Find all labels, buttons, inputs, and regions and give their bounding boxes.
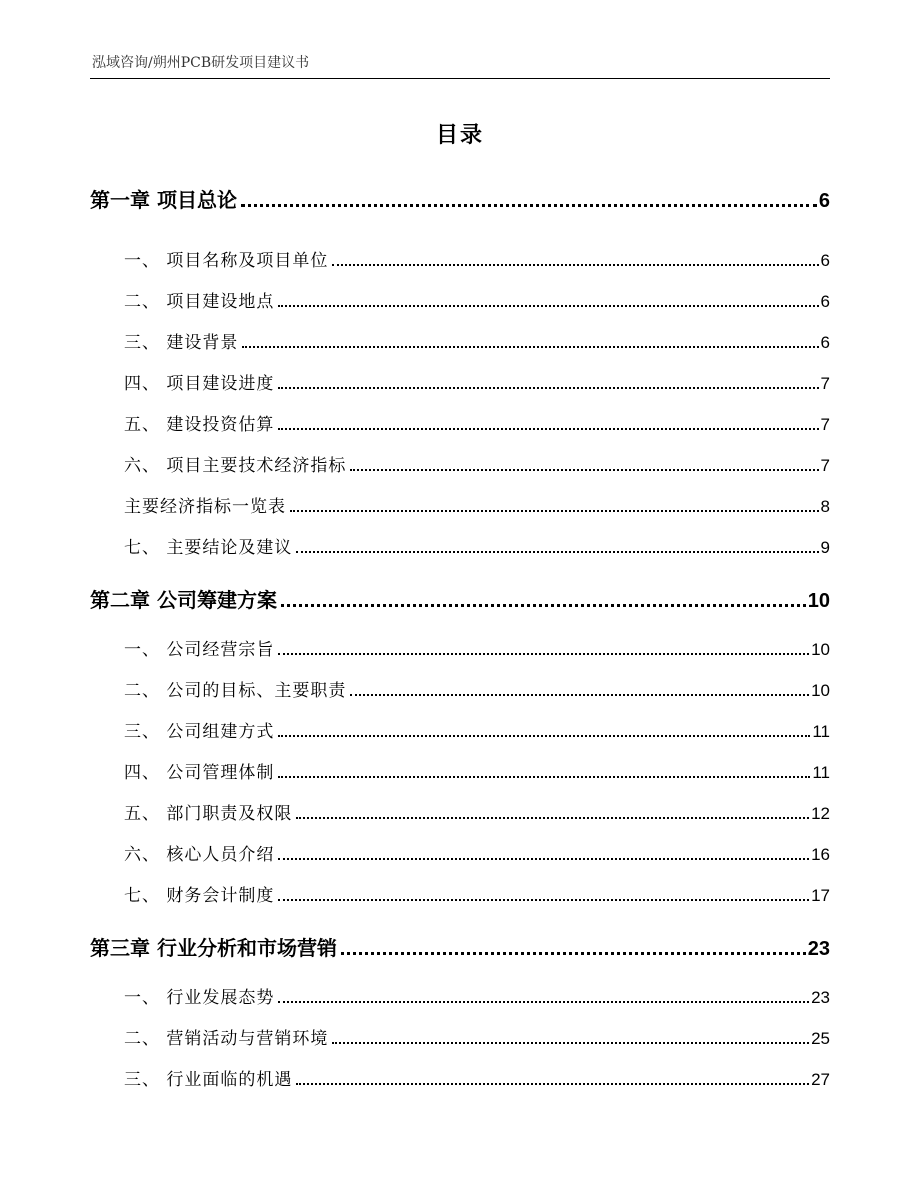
toc-page-number: 7 bbox=[820, 374, 830, 393]
toc-dot-leader bbox=[278, 899, 809, 901]
toc-section-entry[interactable] bbox=[90, 676, 830, 701]
toc-page-number: 6 bbox=[820, 333, 830, 352]
toc-section-entry[interactable] bbox=[90, 881, 830, 906]
toc-entry-label: 五、 部门职责及权限 bbox=[124, 804, 293, 824]
toc-page-number: 23 bbox=[811, 988, 830, 1007]
toc-dot-leader bbox=[278, 305, 818, 307]
toc-entry-label: 四、 公司管理体制 bbox=[124, 763, 275, 783]
toc-page-number: 12 bbox=[811, 804, 830, 823]
toc-entry-label: 七、 财务会计制度 bbox=[124, 886, 275, 906]
toc-section-entry[interactable] bbox=[90, 328, 830, 353]
toc-page-number: 7 bbox=[820, 456, 830, 475]
toc-dot-leader bbox=[332, 264, 818, 266]
toc-section-entry[interactable] bbox=[90, 410, 830, 435]
toc-page-number: 6 bbox=[820, 251, 830, 270]
toc-dot-leader bbox=[290, 510, 819, 512]
toc-section-entry[interactable] bbox=[90, 287, 830, 312]
toc-page-number: 17 bbox=[811, 886, 830, 905]
toc-entry-label: 二、 项目建设地点 bbox=[124, 292, 275, 312]
toc-entry-label: 三、 公司组建方式 bbox=[124, 722, 275, 742]
toc-dot-leader bbox=[241, 204, 817, 207]
toc-section-entry[interactable] bbox=[90, 983, 830, 1008]
toc-entry-label: 第一章 项目总论 bbox=[90, 188, 237, 212]
toc-entry-label: 四、 项目建设进度 bbox=[124, 374, 275, 394]
toc-page-number: 10 bbox=[811, 681, 830, 700]
toc-section-entry[interactable] bbox=[90, 717, 830, 742]
toc-page-number: 9 bbox=[820, 538, 830, 557]
toc-page-number: 8 bbox=[820, 497, 830, 516]
toc-page-number: 6 bbox=[820, 292, 830, 311]
toc-section-entry[interactable] bbox=[90, 451, 830, 476]
toc-section-entry[interactable] bbox=[90, 369, 830, 394]
toc-section-entry[interactable] bbox=[90, 635, 830, 660]
toc-entry-label: 一、 项目名称及项目单位 bbox=[124, 251, 329, 271]
toc-entry-label: 第二章 公司筹建方案 bbox=[90, 588, 277, 612]
toc-page-number: 7 bbox=[820, 415, 830, 434]
toc-dot-leader bbox=[296, 817, 809, 819]
toc-entry-label: 二、 公司的目标、主要职责 bbox=[124, 681, 347, 701]
toc-dot-leader bbox=[278, 776, 810, 778]
toc-section-entry[interactable] bbox=[90, 1024, 830, 1049]
toc-section-entry[interactable] bbox=[90, 799, 830, 824]
toc-chapter-entry[interactable] bbox=[90, 584, 830, 613]
toc-entry-label: 六、 项目主要技术经济指标 bbox=[124, 456, 347, 476]
toc-page-number: 11 bbox=[812, 763, 830, 782]
toc-dot-leader bbox=[278, 735, 810, 737]
toc-chapter-entry[interactable] bbox=[90, 932, 830, 961]
toc-entry-label: 第三章 行业分析和市场营销 bbox=[90, 936, 337, 960]
toc-dot-leader bbox=[341, 952, 806, 955]
toc-dot-leader bbox=[332, 1042, 809, 1044]
toc-section-entry[interactable] bbox=[90, 758, 830, 783]
toc-page-number: 11 bbox=[812, 722, 830, 741]
toc-entry-label: 七、 主要结论及建议 bbox=[124, 538, 293, 558]
toc-entry-label: 五、 建设投资估算 bbox=[124, 415, 275, 435]
toc-dot-leader bbox=[278, 653, 809, 655]
toc-page-number: 10 bbox=[807, 590, 830, 612]
toc-dot-leader bbox=[281, 604, 806, 607]
toc-section-entry[interactable] bbox=[90, 1065, 830, 1090]
toc-entry-label: 三、 行业面临的机遇 bbox=[124, 1070, 293, 1090]
toc-page-number: 10 bbox=[811, 640, 830, 659]
toc-entry-label: 三、 建设背景 bbox=[124, 333, 239, 353]
toc-dot-leader bbox=[278, 858, 809, 860]
toc-section-entry[interactable] bbox=[90, 492, 830, 517]
toc-page-number: 6 bbox=[818, 190, 830, 212]
toc-dot-leader bbox=[242, 346, 818, 348]
toc-dot-leader bbox=[350, 694, 809, 696]
toc-page-number: 25 bbox=[811, 1029, 830, 1048]
toc-dot-leader bbox=[350, 469, 818, 471]
header-rule bbox=[90, 78, 830, 79]
toc-dot-leader bbox=[278, 428, 818, 430]
page-title: 目录 bbox=[435, 123, 484, 148]
toc-dot-leader bbox=[278, 387, 818, 389]
toc-chapter-entry[interactable] bbox=[90, 184, 830, 213]
toc-page-number: 16 bbox=[811, 845, 830, 864]
toc-entry-label: 二、 营销活动与营销环境 bbox=[124, 1029, 329, 1049]
toc-dot-leader bbox=[296, 1083, 809, 1085]
toc-section-entry[interactable] bbox=[90, 533, 830, 558]
toc-entry-label: 六、 核心人员介绍 bbox=[124, 845, 275, 865]
toc-dot-leader bbox=[296, 551, 818, 553]
toc-section-entry[interactable] bbox=[90, 840, 830, 865]
toc-entry-label: 一、 行业发展态势 bbox=[124, 988, 275, 1008]
toc-page-number: 23 bbox=[807, 938, 830, 960]
toc-page-number: 27 bbox=[811, 1070, 830, 1089]
toc-section-entry[interactable] bbox=[90, 246, 830, 271]
toc-entry-label: 主要经济指标一览表 bbox=[124, 497, 286, 517]
toc-dot-leader bbox=[278, 1001, 809, 1003]
toc-entry-label: 一、 公司经营宗旨 bbox=[124, 640, 275, 660]
page-header: 泓域咨询/朔州PCB研发项目建议书 bbox=[92, 55, 310, 71]
